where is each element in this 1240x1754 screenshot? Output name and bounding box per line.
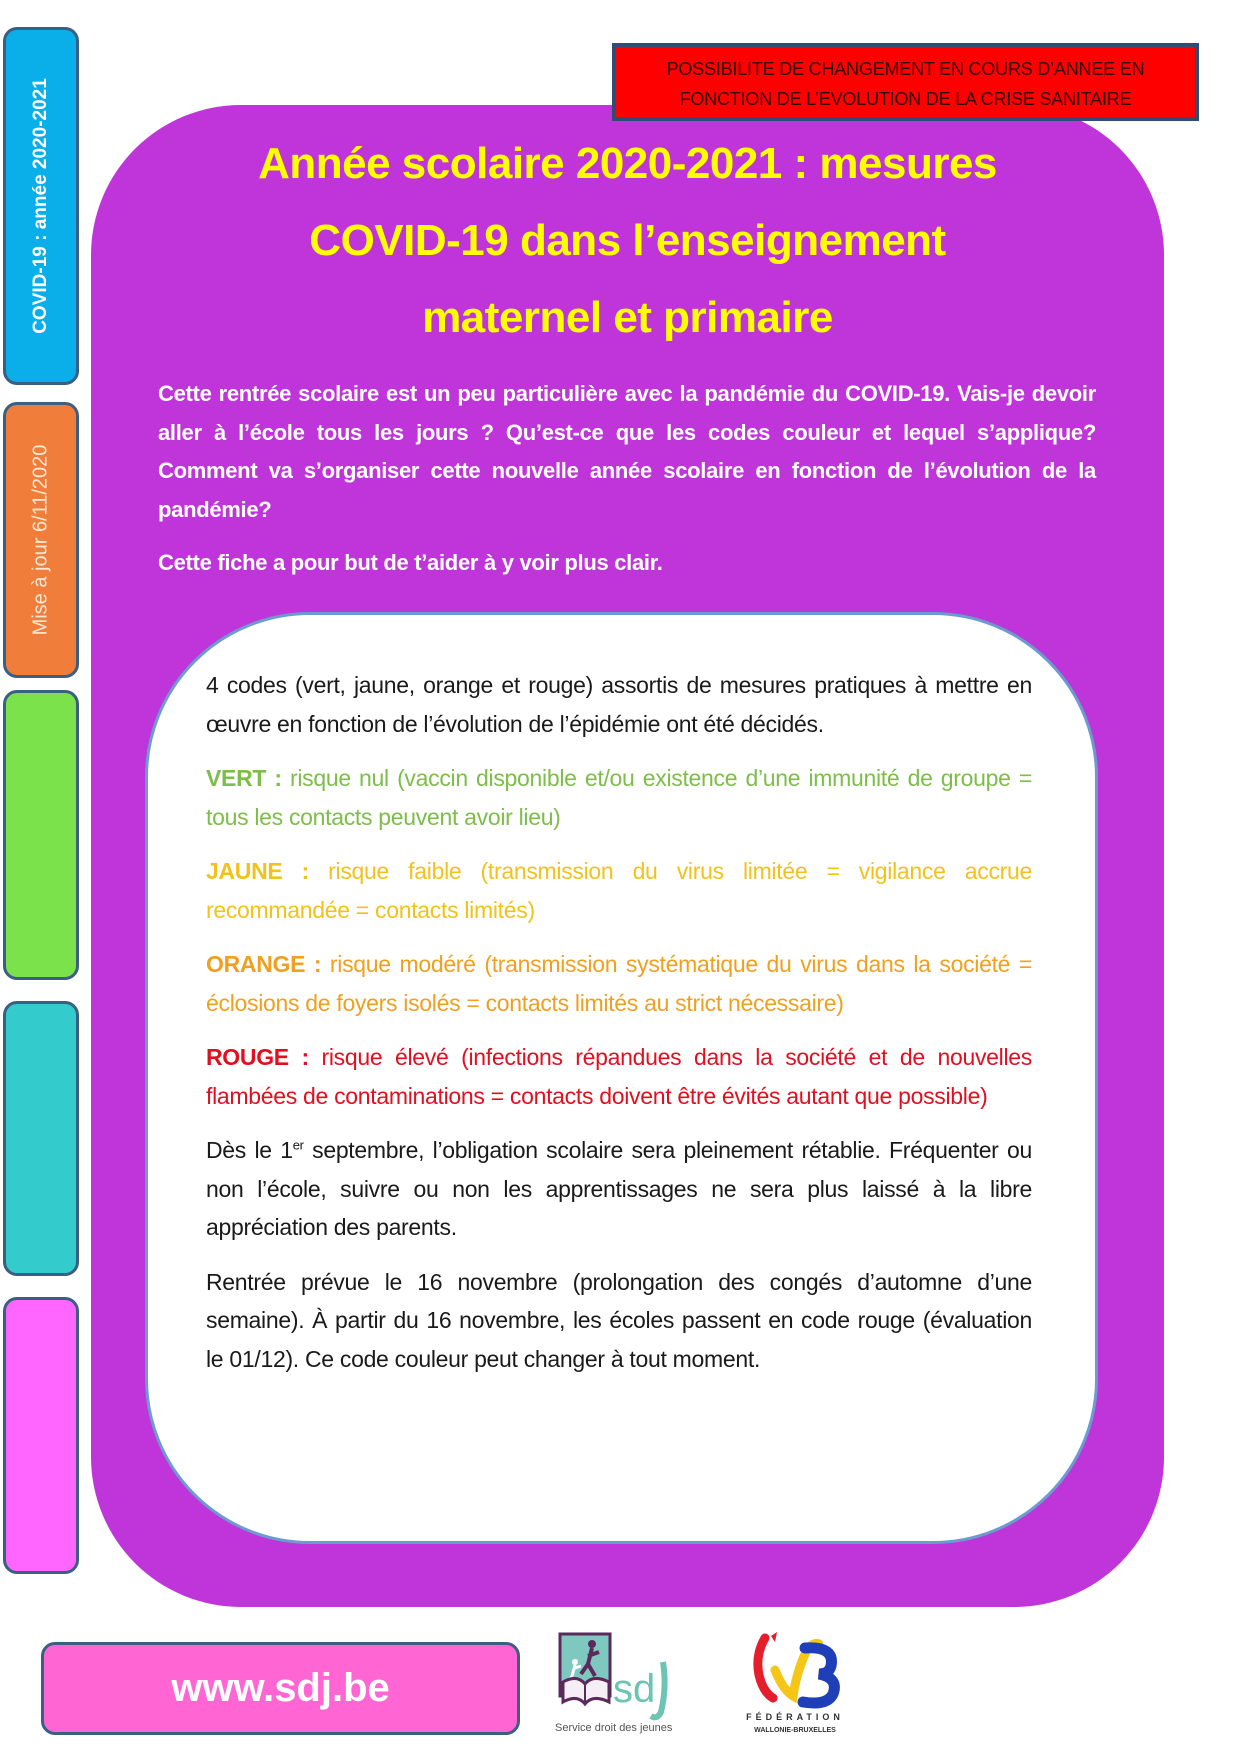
code-vert xyxy=(206,759,1032,836)
rentree-paragraph: Rentrée prévue le 16 novembre (prolongation des congés d’automne d’une semaine). À partir du 16 novembre, les écoles passent en code rouge (évaluation le 01/12). Ce code couleur peut changer à tout moment. xyxy=(206,1268,1032,1372)
side-tab-update-date xyxy=(3,402,79,678)
obligation-text-start: Dès le 1 xyxy=(206,1137,293,1163)
code-jaune xyxy=(206,852,1032,929)
code-rouge xyxy=(206,1038,1032,1115)
title-line-2: COVID-19 dans l’enseignement xyxy=(309,216,946,265)
fwb-logo-icon xyxy=(745,1630,845,1710)
federation-wallonie-bruxelles-logo xyxy=(745,1630,845,1742)
website-url[interactable]: www.sdj.be xyxy=(171,1666,390,1710)
title-line-3: maternel et primaire xyxy=(422,293,833,342)
obligation-paragraph xyxy=(206,1131,1032,1247)
side-tab-label: COVID-19 : année 2020-2021 xyxy=(30,78,51,334)
title-line-1: Année scolaire 2020-2021 : mesures xyxy=(258,139,997,188)
code-orange xyxy=(206,945,1032,1022)
code-description: risque faible (transmission du virus limitée = vigilance accrue recommandée = contacts limités) xyxy=(206,858,1032,923)
warning-banner xyxy=(612,43,1199,121)
code-label: ORANGE : xyxy=(206,951,322,977)
sdj-logo xyxy=(555,1632,700,1744)
content-body xyxy=(206,666,1032,1394)
side-tab-pink xyxy=(3,1297,79,1574)
side-tab-label: Mise à jour 6/11/2020 xyxy=(29,444,52,636)
intro-paragraph: Cette rentrée scolaire est un peu particulière avec la pandémie du COVID-19. Vais-je devoir aller à l’école tous les jours ? Qu’est-ce que les codes couleur et lequel s’applique? Comment va s’organiser cette nouvelle année scolaire en fonction de l’évolution de la pandémie? xyxy=(158,381,1096,522)
code-description: risque nul (vaccin disponible et/ou existence d’une immunité de groupe = tous les contacts peuvent avoir lieu) xyxy=(206,765,1032,830)
obligation-text-end: septembre, l’obligation scolaire sera pleinement rétablie. Fréquenter ou non l’école, suivre ou non les apprentissages ne sera plus laissé à la libre appréciation des parents. xyxy=(206,1137,1032,1240)
banner-line-2: FONCTION DE L’EVOLUTION DE LA CRISE SANITAIRE xyxy=(679,89,1132,109)
svg-text:sd: sd xyxy=(613,1667,656,1711)
fwb-logo-line2: WALLONIE-BRUXELLES xyxy=(754,1727,836,1734)
website-link[interactable] xyxy=(41,1642,520,1735)
fwb-logo-line1: FÉDÉRATION xyxy=(746,1712,844,1722)
code-description: risque élevé (infections répandues dans la société et de nouvelles flambées de contaminations = contacts doivent être évités autant que possible) xyxy=(206,1044,1032,1109)
side-tab-covid-year xyxy=(3,27,79,385)
sdj-logo-icon xyxy=(555,1632,700,1722)
code-label: VERT : xyxy=(206,765,282,791)
codes-intro: 4 codes (vert, jaune, orange et rouge) assortis de mesures pratiques à mettre en œuvre en fonction de l’évolution de l’épidémie ont été décidés. xyxy=(206,672,1032,737)
side-tab-green xyxy=(3,690,79,980)
code-label: JAUNE : xyxy=(206,858,309,884)
sdj-logo-caption: Service droit des jeunes xyxy=(555,1722,673,1734)
side-tab-teal xyxy=(3,1001,79,1276)
ordinal-superscript: er xyxy=(292,1137,304,1153)
banner-line-1: POSSIBILITE DE CHANGEMENT EN COURS D’ANNEE EN xyxy=(666,59,1145,79)
code-description: risque modéré (transmission systématique du virus dans la société = éclosions de foyers isolés = contacts limités au strict nécessaire) xyxy=(206,951,1032,1016)
intro-purpose: Cette fiche a pour but de t’aider à y voir plus clair. xyxy=(158,550,663,575)
intro-section xyxy=(158,375,1096,598)
code-label: ROUGE : xyxy=(206,1044,309,1070)
page-title xyxy=(140,125,1115,356)
